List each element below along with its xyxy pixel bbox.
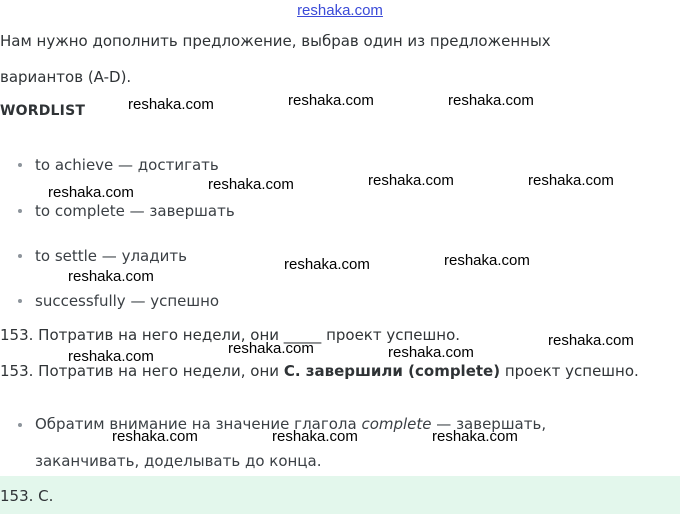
- note-text: — завершать,: [431, 415, 547, 433]
- watermark: reshaka.com: [388, 344, 474, 361]
- bullet-icon: [18, 254, 22, 258]
- watermark: reshaka.com: [112, 428, 198, 445]
- watermark: reshaka.com: [548, 332, 634, 349]
- watermark: reshaka.com: [68, 348, 154, 365]
- note-verb: complete: [361, 415, 432, 433]
- bullet-icon: [18, 423, 22, 427]
- intro-line-1: Нам нужно дополнить предложение, выбрав один из предложенных: [0, 32, 551, 50]
- task-question: 153. Потратив на него недели, они _____ проект успешно.: [0, 326, 461, 344]
- solution-suffix: проект успешно.: [500, 362, 639, 380]
- note-text: Обратим внимание на значение глагола: [35, 415, 362, 433]
- watermark: reshaka.com: [444, 252, 530, 269]
- watermark: reshaka.com: [128, 96, 214, 113]
- watermark: reshaka.com: [284, 256, 370, 273]
- watermark: reshaka.com: [432, 428, 518, 445]
- note-line-2: заканчивать, доделывать до конца.: [35, 452, 322, 470]
- wordlist-item: to settle — уладить: [35, 247, 187, 265]
- answer-band: [0, 476, 680, 514]
- bullet-icon: [18, 299, 22, 303]
- solution-prefix: 153. Потратив на него недели, они: [0, 362, 284, 380]
- watermark: reshaka.com: [368, 172, 454, 189]
- site-header-link[interactable]: reshaka.com: [297, 2, 383, 19]
- intro-line-2: вариантов (A-D).: [0, 68, 132, 86]
- watermark: reshaka.com: [448, 92, 534, 109]
- bullet-icon: [18, 163, 22, 167]
- wordlist-item: to achieve — достигать: [35, 156, 219, 174]
- watermark: reshaka.com: [272, 428, 358, 445]
- wordlist-heading: WORDLIST: [0, 103, 86, 119]
- watermark: reshaka.com: [68, 268, 154, 285]
- solution-answer: C. завершили (complete): [283, 362, 501, 380]
- watermark: reshaka.com: [48, 184, 134, 201]
- watermark: reshaka.com: [228, 340, 314, 357]
- watermark: reshaka.com: [528, 172, 614, 189]
- bullet-icon: [18, 209, 22, 213]
- wordlist-item: successfully — успешно: [35, 292, 220, 310]
- wordlist-item: to complete — завершать: [35, 202, 235, 220]
- watermark: reshaka.com: [208, 176, 294, 193]
- watermark: reshaka.com: [288, 92, 374, 109]
- answer-text: 153. C.: [0, 487, 54, 505]
